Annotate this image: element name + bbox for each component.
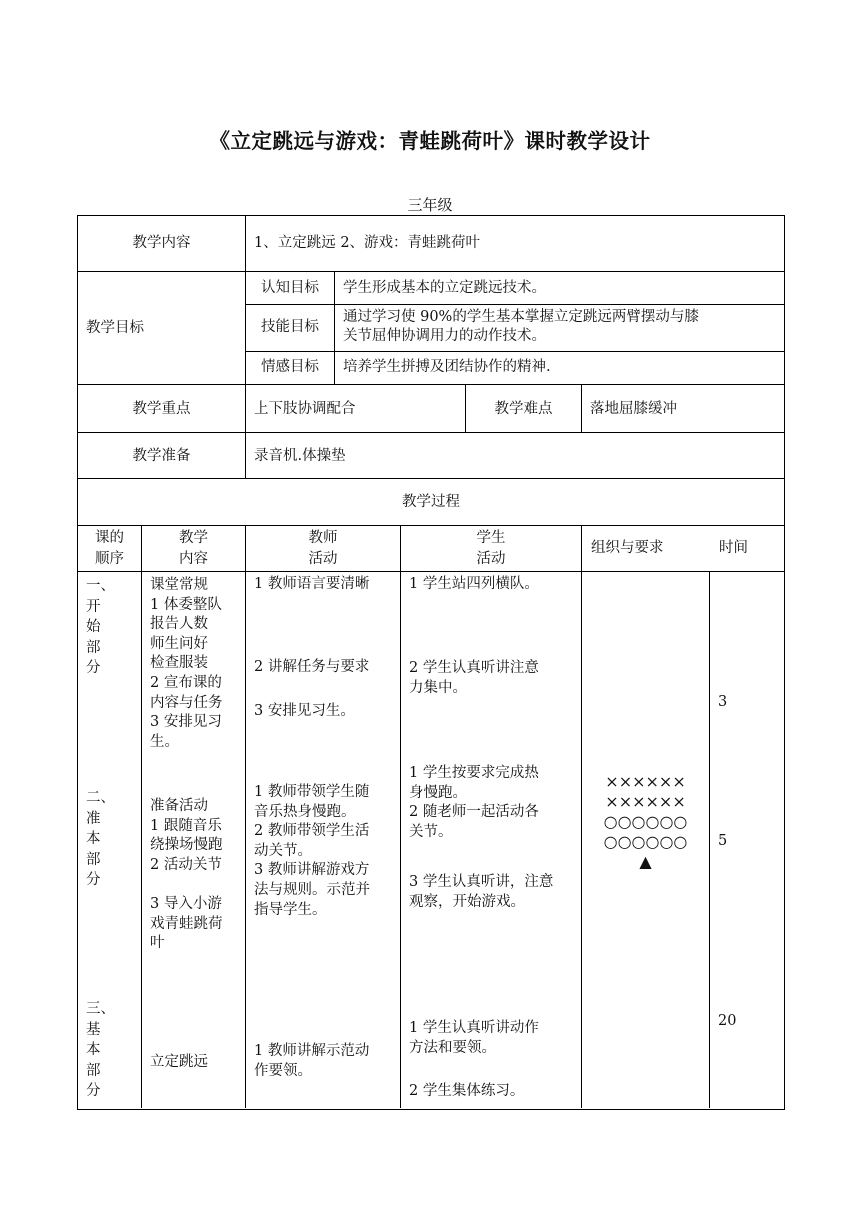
goal-skill-label: 技能目标 — [261, 319, 319, 335]
grade-label: 三年级 — [407, 196, 453, 214]
goal-cognitive-label: 认知目标 — [261, 280, 319, 296]
header-teacher-line2: 活动 — [308, 551, 338, 567]
teacher-3: 3 安排见习生。 — [254, 703, 355, 719]
header-content-line2: 内容 — [179, 551, 208, 567]
formation-row-circles-1: ○○○○○○ — [603, 812, 688, 831]
student-6: 2 学生集体练习。 — [409, 1083, 525, 1099]
header-order-line1: 课的 — [95, 530, 124, 546]
goal-cognitive-value: 学生形成基本的立定跳远技术。 — [343, 280, 546, 296]
goal-emotion-value: 培养学生拼搏及团结协作的精神. — [343, 359, 551, 375]
time-1: 3 — [718, 694, 728, 710]
teacher-4: 1 教师带领学生随 音乐热身慢跑。 2 教师带领学生活 动关节。 3 教师讲解游戏方 法与规则。示范并 指导学生。 — [254, 784, 370, 918]
goals-label: 教学目标 — [86, 320, 144, 336]
header-org: 组织与要求 — [591, 540, 664, 556]
teacher-triangle-icon: ▲ — [639, 852, 652, 871]
order-part3: 三、 基 本 部 分 — [86, 1001, 115, 1099]
order-part1: 一、 开 始 部 分 — [86, 578, 115, 676]
student-5: 1 学生认真听讲动作 方法和要领。 — [409, 1020, 539, 1056]
teacher-5: 1 教师讲解示范动 作要领。 — [254, 1043, 370, 1079]
student-1: 1 学生站四列横队。 — [409, 576, 539, 592]
header-order-line2: 顺序 — [95, 551, 124, 567]
document-title: 《立定跳远与游戏：青蛙跳荷叶》课时教学设计 — [209, 129, 651, 153]
key-value: 上下肢协调配合 — [254, 401, 356, 417]
formation-diagram — [582, 772, 709, 872]
process-label: 教学过程 — [402, 494, 460, 510]
difficulty-label: 教学难点 — [494, 401, 553, 417]
teacher-2: 2 讲解任务与要求 — [254, 659, 370, 675]
content-part2: 准备活动 1 跟随音乐 绕操场慢跑 2 活动关节 3 导入小游 戏青蛙跳荷 叶 — [150, 798, 223, 952]
prep-label: 教学准备 — [132, 448, 191, 464]
time-2: 5 — [718, 833, 728, 849]
student-4: 3 学生认真听讲，注意 观察，开始游戏。 — [409, 874, 554, 910]
content-part1: 课堂常规 1 体委整队 报告人数 师生问好 检查服装 2 宣布课的 内容与任务 3 安排见习 生。 — [150, 577, 223, 750]
student-2: 2 学生认真听讲注意 力集中。 — [409, 660, 539, 696]
content-value: 1、立定跳远 2、游戏：青蛙跳荷叶 — [254, 235, 481, 251]
difficulty-value: 落地屈膝缓冲 — [590, 401, 677, 417]
goal-skill-value-line1: 通过学习使 90%的学生基本掌握立定跳远两臂摆动与膝 — [343, 309, 699, 325]
prep-value: 录音机.体操垫 — [254, 448, 346, 464]
header-content-line1: 教学 — [179, 530, 208, 546]
formation-row-students-1: ×××××× — [605, 772, 686, 791]
header-student-line1: 学生 — [476, 530, 506, 546]
time-3: 20 — [718, 1013, 737, 1029]
student-3: 1 学生按要求完成热 身慢跑。 2 随老师一起活动各 关节。 — [409, 765, 539, 840]
key-label: 教学重点 — [132, 401, 191, 417]
content-part3: 立定跳远 — [150, 1054, 208, 1070]
goal-emotion-label: 情感目标 — [261, 359, 319, 375]
teacher-1: 1 教师语言要清晰 — [254, 576, 370, 592]
header-student-line2: 活动 — [476, 551, 506, 567]
formation-row-circles-2: ○○○○○○ — [603, 832, 688, 851]
header-time: 时间 — [719, 540, 748, 556]
formation-row-students-2: ×××××× — [605, 792, 686, 811]
content-label: 教学内容 — [132, 235, 191, 251]
order-part2: 二、 准 本 部 分 — [86, 790, 115, 888]
goal-skill-value-line2: 关节屈伸协调用力的动作技术。 — [343, 328, 546, 344]
header-teacher-line1: 教师 — [308, 530, 338, 546]
